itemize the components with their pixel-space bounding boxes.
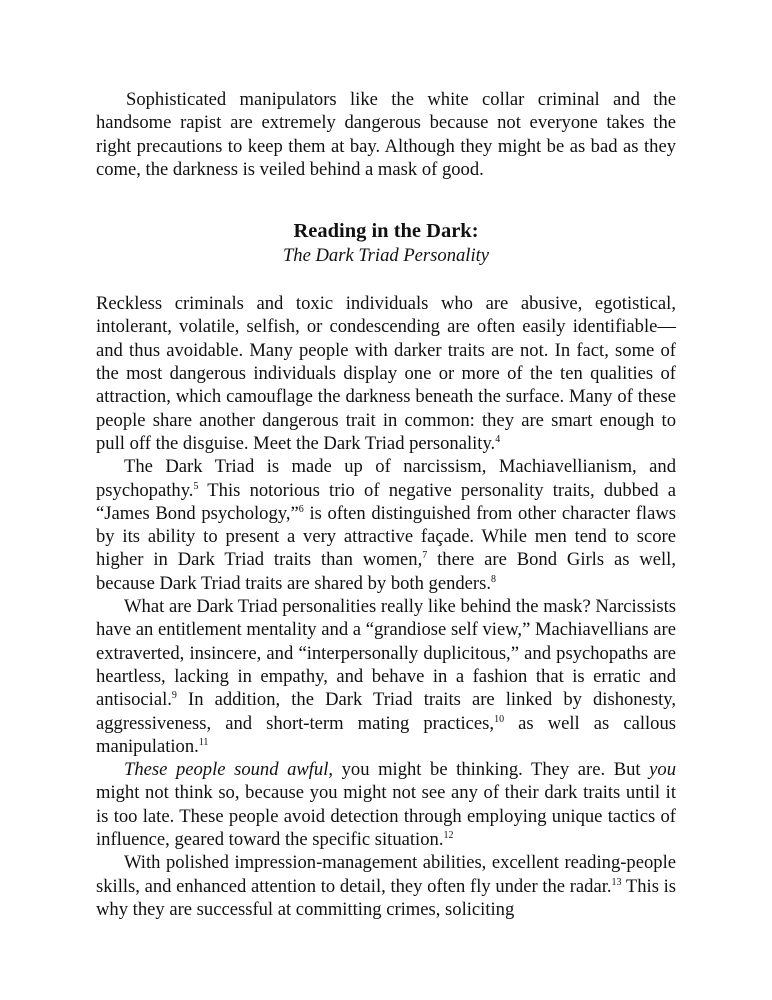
paragraph-3-text-b: In addition, the Dark Triad traits are linked by dishonesty, aggressiveness, and short-term mating practices, <box>96 689 676 734</box>
paragraph-5-text-b: This is why they are successful at committing crimes, soliciting <box>96 875 677 920</box>
paragraph-4-italic-a: These people sound awful <box>124 759 329 781</box>
paragraph-3-text-a: What are Dark Triad personalities really like behind the mask? Narcissists have an entitlement mentality and a “grandiose self view,” Machiavellians are extraverted, insincere, and “interpersonally duplicitous,” and psychopaths are heartless, lacking in empathy, and behave in a fashion that is erratic and antisocial. <box>96 596 676 711</box>
footnote-ref: 7 <box>422 550 428 562</box>
section-subtitle: The Dark Triad Personality <box>282 245 490 267</box>
paragraph-4-text-b: might not think so, because you might not see any of their dark traits until it is too late. These people avoid detection through employing unique tactics of influence, geared toward the specific situation. <box>96 782 676 851</box>
paragraph-2-text-d: there are Bond Girls as well, because Dark Triad traits are shared by both genders. <box>96 549 676 594</box>
intro-paragraph <box>96 88 676 181</box>
paragraph-2-text-b: This notorious trio of negative personality traits, dubbed a “James Bond psychology,” <box>96 479 676 524</box>
paragraph-4-text-a: , you might be thinking. They are. But <box>328 759 650 781</box>
paragraph-2 <box>96 455 676 595</box>
paragraph-1 <box>96 292 676 455</box>
paragraph-1-text: Reckless criminals and toxic individuals who are abusive, egotistical, intolerant, volatile, selfish, or condescending are often easily identifiable—and thus avoidable. Many people with darker traits are not. In fact, some of the most dangerous individuals display one or more of the ten qualities of attraction, which camouflage the darkness beneath the surface. Many of these people share another dangerous trait in common: they are smart enough to pull off the disguise. Meet the Dark Triad personality. <box>96 293 676 454</box>
footnote-ref: 13 <box>611 876 622 888</box>
section-title: Reading in the Dark: <box>293 220 479 243</box>
paragraph-3 <box>96 595 676 758</box>
paragraph-5-text-a: With polished impression-management abilities, excellent reading-people skills, and enhanced attention to detail, they often fly under the radar. <box>96 852 676 897</box>
paragraph-3-text-c: as well as callous manipulation. <box>96 712 676 757</box>
footnote-ref: 6 <box>298 503 304 515</box>
footnote-ref: 5 <box>193 480 199 492</box>
footnote-ref: 10 <box>494 713 505 725</box>
footnote-ref: 11 <box>198 736 209 748</box>
footnote-ref: 4 <box>495 433 501 445</box>
paragraph-2-text-a: The Dark Triad is made up of narcissism, Machiavellianism, and psychopathy. <box>96 456 676 501</box>
footnote-ref: 9 <box>171 690 177 702</box>
footnote-ref: 8 <box>491 573 496 585</box>
intro-text: Sophisticated manipulators like the white collar criminal and the handsome rapist are extremely dangerous because not everyone takes the right precautions to keep them at bay. Although they might be as bad as they come, the darkness is veiled behind a mask of good. <box>96 89 676 180</box>
footnote-ref: 12 <box>443 830 454 842</box>
paragraph-5 <box>96 851 676 921</box>
section-body <box>96 292 676 921</box>
section-heading <box>96 218 676 267</box>
paragraph-4 <box>96 758 676 851</box>
paragraph-2-text-c: is often distinguished from other character flaws by its ability to present a very attractive façade. While men tend to score higher in Dark Triad traits than women, <box>96 502 676 571</box>
paragraph-4-italic-b: you <box>649 759 677 781</box>
